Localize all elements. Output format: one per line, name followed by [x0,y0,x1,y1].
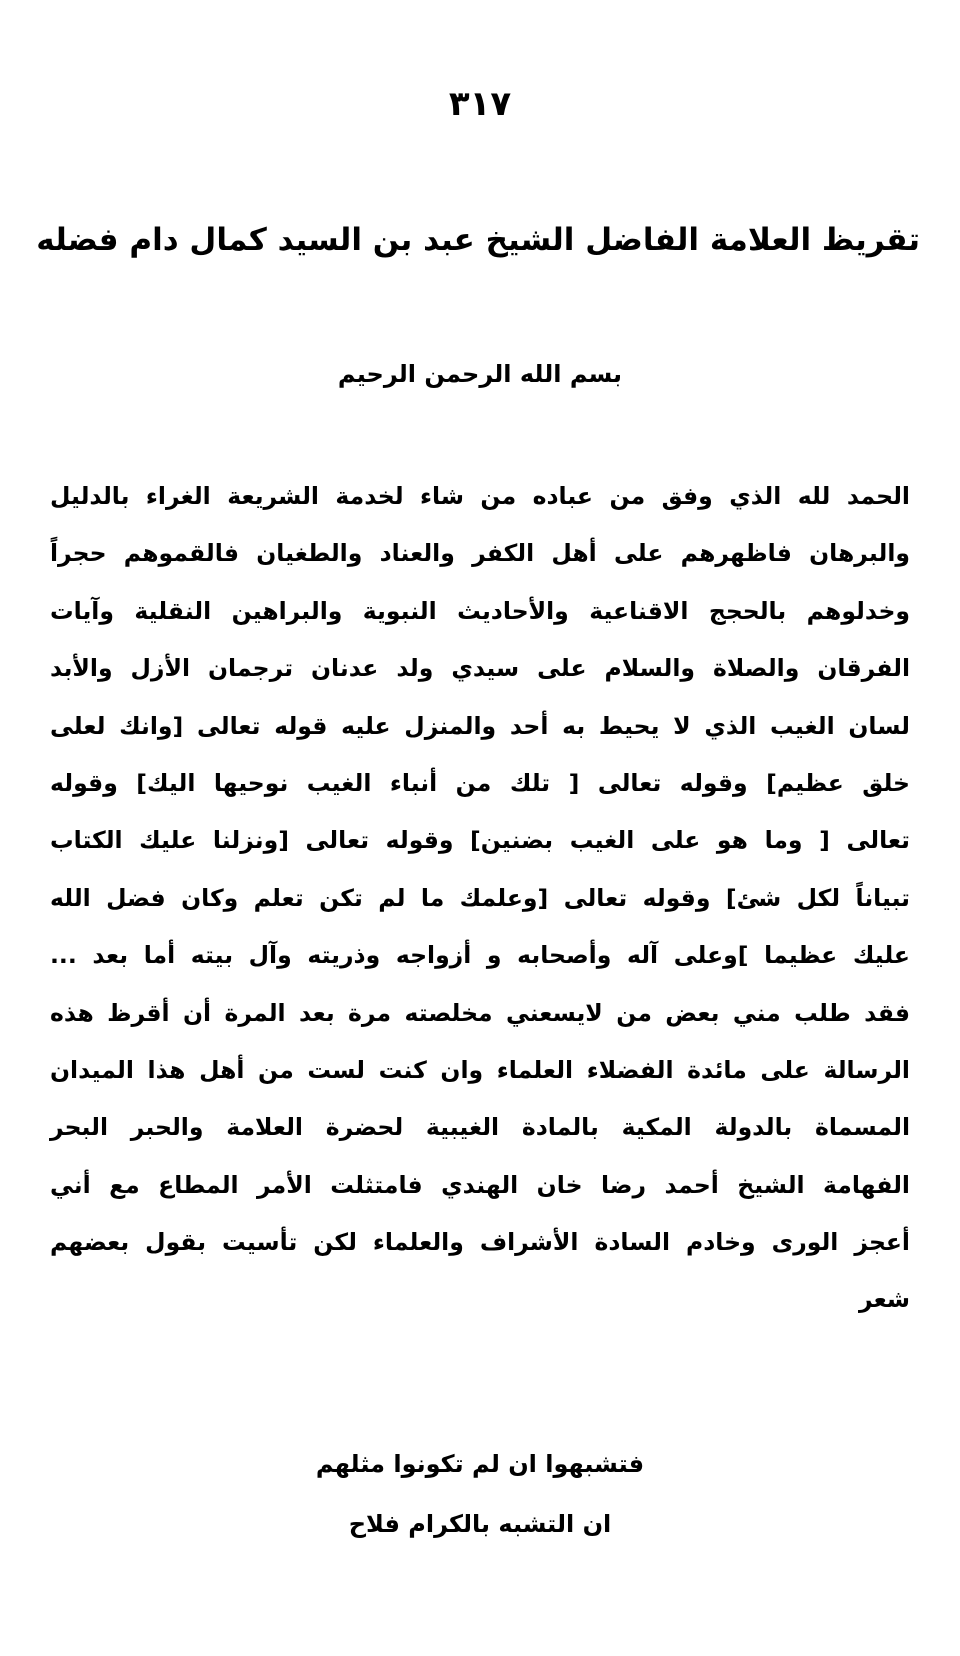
text-line: المسماة بالدولة المكية بالمادة الغيبية لحضرة العلامة والحبر البحر [50,1113,910,1142]
text-line: تبياناً لكل شئ] وقوله تعالى [وعلمك ما لم تكن تعلم وكان فضل الله [50,883,910,912]
text-line: وخدلوهم بالحجج الاقناعية والأحاديث النبوية والبراهين النقلية وآيات [50,596,910,625]
text-line: تعالى [ وما هو على الغيب بضنين] وقوله تعالى [ونزلنا عليك الكتاب [50,826,910,855]
text-line: الحمد لله الذي وفق من عباده من شاء لخدمة الشريعة الغراء بالدليل [50,482,910,510]
poem-verses [0,1444,960,1564]
text-line: الفرقان والصلاة والسلام على سيدي ولد عدنان ترجمان الأزل والأبد [50,654,910,683]
text-line: أعجز الورى وخادم السادة الأشراف والعلماء لكن تأسيت بقول بعضهم [50,1228,910,1257]
basmala-heading: بسم الله الرحمن الرحيم [337,360,623,388]
text-line: فقد طلب مني بعض من لايسعني مخلصته مرة بعد المرة أن أقرظ هذه [50,998,910,1027]
page-number: ٣١٧ [448,84,512,124]
poem-verse: فتشبهوا ان لم تكونوا مثلهم [315,1450,645,1478]
body-text [50,476,910,1337]
page-title: تقريظ العلامة الفاضل الشيخ عبد بن السيد كمال دام فضله [36,222,920,258]
poem-verse: ان التشبه بالكرام فلاح [348,1510,612,1538]
text-line: والبرهان فاظهرهم على أهل الكفر والعناد والطغيان فالقموهم حجراً [50,539,910,568]
text-line: عليك عظيما ]وعلى آله وأصحابه و أزواجه وذريته وآل بيته أما بعد ... [50,941,910,970]
text-line: لسان الغيب الذي لا يحيط به أحد والمنزل عليه قوله تعالى [وانك لعلى [50,711,910,740]
text-line: الرسالة على مائدة الفضلاء العلماء وان كنت لست من أهل هذا الميدان [50,1055,910,1084]
text-line: خلق عظيم] وقوله تعالى [ تلك من أنباء الغيب نوحيها اليك] وقوله [50,768,910,797]
poem-label: شعر [859,1285,910,1314]
text-line: الفهامة الشيخ أحمد رضا خان الهندي فامتثلت الأمر المطاع مع أني [50,1170,910,1199]
